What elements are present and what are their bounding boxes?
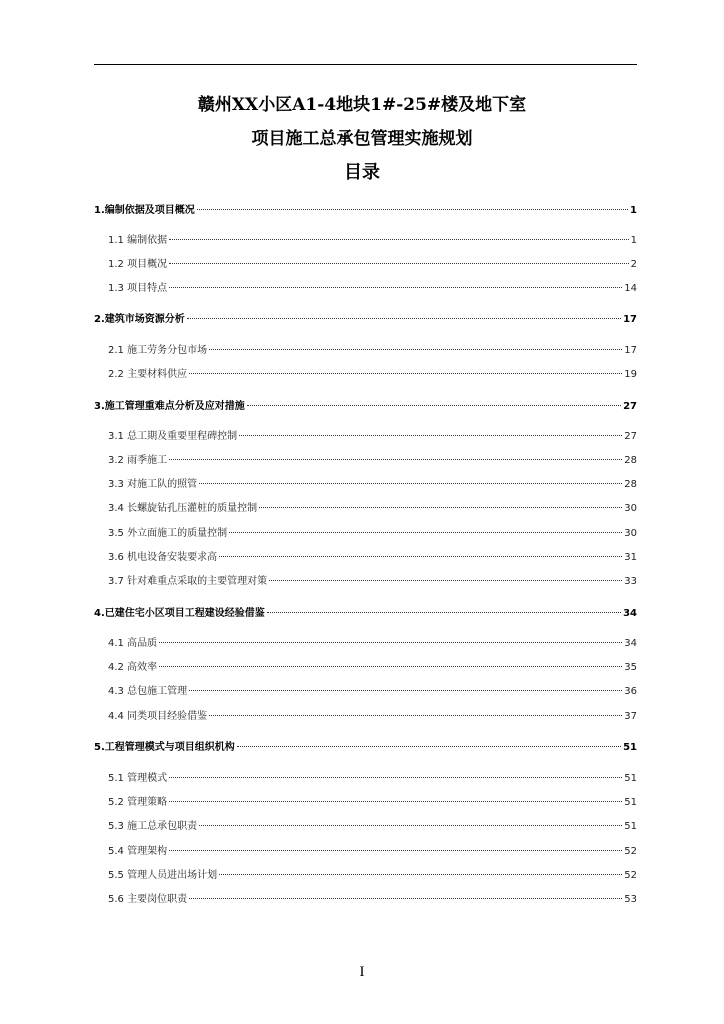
toc-entry-label: 3.3 对施工队的照管 (108, 479, 198, 490)
toc-section-entry[interactable] (94, 312, 637, 328)
toc-dot-leader (189, 898, 622, 899)
toc-entry-page-number: 19 (624, 369, 637, 380)
toc-subsection-entry[interactable] (108, 795, 637, 811)
toc-entry-label: 3.1 总工期及重要里程碑控制 (108, 431, 238, 442)
toc-entry-label: 4.已建住宅小区项目工程建设经验借鉴 (94, 608, 265, 619)
toc-dot-leader (169, 801, 622, 802)
toc-entry-page-number: 28 (624, 455, 637, 466)
toc-entry-page-number: 52 (624, 846, 637, 857)
title-block (0, 92, 724, 186)
toc-entry-page-number: 17 (623, 314, 637, 325)
toc-entry-page-number: 51 (623, 742, 637, 753)
toc-entry-label: 2.1 施工劳务分包市场 (108, 345, 208, 356)
toc-subsection-entry[interactable] (108, 709, 637, 725)
toc-entry-page-number: 34 (623, 608, 637, 619)
toc-entry-label: 3.4 长螺旋钻孔压灌桩的质量控制 (108, 503, 258, 514)
toc-entry-page-number: 37 (624, 711, 637, 722)
toc-entry-page-number: 14 (624, 283, 637, 294)
toc-subsection-entry[interactable] (108, 343, 637, 359)
toc-dot-leader (237, 746, 621, 747)
toc-subsection-entry[interactable] (108, 771, 637, 787)
toc-dot-leader (169, 263, 629, 264)
toc-entry-label: 4.2 高效率 (108, 662, 158, 673)
toc-entry-label: 5.4 管理架构 (108, 846, 168, 857)
toc-entry-label: 5.工程管理模式与项目组织机构 (94, 742, 235, 753)
toc-subsection-entry[interactable] (108, 477, 637, 493)
toc-entry-label: 1.1 编制依据 (108, 235, 168, 246)
toc-entry-label: 2.建筑市场资源分析 (94, 314, 185, 325)
toc-entry-page-number: 36 (624, 686, 637, 697)
toc-dot-leader (169, 239, 629, 240)
toc-dot-leader (209, 349, 622, 350)
toc-entry-page-number: 27 (624, 431, 637, 442)
toc-subsection-entry[interactable] (108, 868, 637, 884)
toc-subsection-entry[interactable] (108, 684, 637, 700)
toc-dot-leader (219, 874, 622, 875)
header-rule (94, 64, 637, 65)
toc-subsection-entry[interactable] (108, 819, 637, 835)
toc-entry-label: 3.6 机电设备安装要求高 (108, 552, 218, 563)
toc-dot-leader (159, 642, 622, 643)
document-title: 赣州XX小区A1-4地块1#-25#楼及地下室 (197, 95, 527, 115)
toc-section-entry[interactable] (94, 399, 637, 415)
toc-dot-leader (239, 435, 622, 436)
toc-dot-leader (169, 777, 622, 778)
toc-dot-leader (199, 483, 622, 484)
toc-entry-label: 4.3 总包施工管理 (108, 686, 188, 697)
toc-dot-leader (209, 715, 622, 716)
toc-dot-leader (169, 287, 622, 288)
toc-entry-label: 1.3 项目特点 (108, 283, 168, 294)
toc-section-entry[interactable] (94, 203, 637, 219)
toc-dot-leader (259, 507, 622, 508)
page-number: I (359, 964, 365, 980)
toc-entry-label: 5.1 管理模式 (108, 773, 168, 784)
toc-subsection-entry[interactable] (108, 660, 637, 676)
toc-dot-leader (219, 556, 622, 557)
toc-dot-leader (169, 459, 622, 460)
toc-entry-label: 3.5 外立面施工的质量控制 (108, 528, 228, 539)
toc-dot-leader (189, 373, 622, 374)
toc-entry-page-number: 28 (624, 479, 637, 490)
toc-subsection-entry[interactable] (108, 636, 637, 652)
toc-entry-page-number: 1 (630, 205, 637, 216)
toc-dot-leader (169, 850, 622, 851)
document-subtitle: 项目施工总承包管理实施规划 (251, 129, 473, 149)
toc-entry-page-number: 34 (624, 638, 637, 649)
toc-entry-label: 3.施工管理重难点分析及应对措施 (94, 401, 245, 412)
toc-dot-leader (267, 612, 621, 613)
toc-subsection-entry[interactable] (108, 367, 637, 383)
toc-dot-leader (159, 666, 622, 667)
toc-entry-page-number: 1 (630, 235, 637, 246)
toc-entry-page-number: 33 (624, 576, 637, 587)
toc-entry-label: 5.5 管理人员进出场计划 (108, 870, 218, 881)
toc-dot-leader (229, 532, 622, 533)
toc-entry-label: 1.2 项目概况 (108, 259, 168, 270)
toc-entry-page-number: 35 (624, 662, 637, 673)
toc-entry-page-number: 51 (624, 821, 637, 832)
toc-section-entry[interactable] (94, 740, 637, 756)
toc-dot-leader (189, 690, 622, 691)
toc-entry-page-number: 2 (630, 259, 637, 270)
toc-dot-leader (247, 405, 621, 406)
toc-entry-label: 4.4 同类项目经验借鉴 (108, 711, 208, 722)
toc-entry-label: 5.3 施工总承包职责 (108, 821, 198, 832)
toc-entry-page-number: 17 (624, 345, 637, 356)
toc-entry-label: 4.1 高品质 (108, 638, 158, 649)
toc-entry-page-number: 51 (624, 797, 637, 808)
toc-dot-leader (187, 318, 621, 319)
toc-dot-leader (199, 825, 622, 826)
toc-dot-leader (197, 209, 628, 210)
toc-entry-page-number: 27 (623, 401, 637, 412)
toc-dot-leader (269, 580, 622, 581)
toc-subsection-entry[interactable] (108, 501, 637, 517)
toc-entry-label: 3.2 雨季施工 (108, 455, 168, 466)
toc-entry-page-number: 30 (624, 528, 637, 539)
toc-subsection-entry[interactable] (108, 892, 637, 908)
toc-subsection-entry[interactable] (108, 574, 637, 590)
toc-subsection-entry[interactable] (108, 257, 637, 273)
toc-entry-page-number: 53 (624, 894, 637, 905)
toc-subsection-entry[interactable] (108, 233, 637, 249)
toc-entry-label: 1.编制依据及项目概况 (94, 205, 195, 216)
toc-heading: 目录 (344, 162, 380, 183)
toc-entry-page-number: 51 (624, 773, 637, 784)
toc-subsection-entry[interactable] (108, 453, 637, 469)
toc-section-entry[interactable] (94, 606, 637, 622)
toc-entry-label: 3.7 针对难重点采取的主要管理对策 (108, 576, 268, 587)
toc-entry-label: 5.6 主要岗位职责 (108, 894, 188, 905)
toc-subsection-entry[interactable] (108, 281, 637, 297)
toc-subsection-entry[interactable] (108, 526, 637, 542)
toc-entry-label: 2.2 主要材料供应 (108, 369, 188, 380)
toc-entry-page-number: 31 (624, 552, 637, 563)
toc-subsection-entry[interactable] (108, 550, 637, 566)
toc-entry-page-number: 52 (624, 870, 637, 881)
toc-entry-label: 5.2 管理策略 (108, 797, 168, 808)
toc-subsection-entry[interactable] (108, 429, 637, 445)
toc-subsection-entry[interactable] (108, 844, 637, 860)
toc-entry-page-number: 30 (624, 503, 637, 514)
